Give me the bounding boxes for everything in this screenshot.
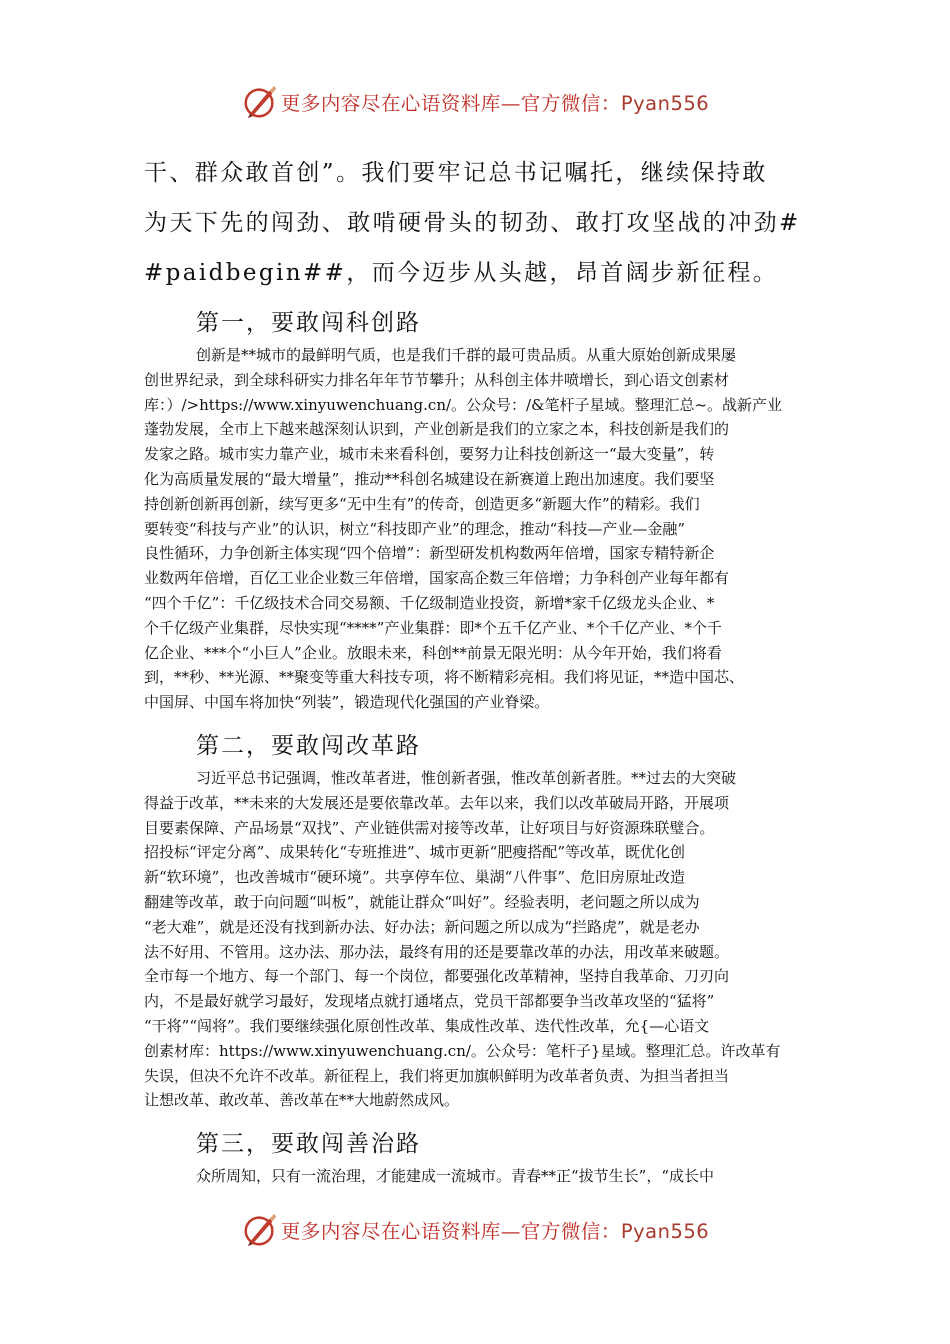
body-line: 良性循环，力争创新主体实现“四个倍增”：新型研发机构数两年倍增，国家专精特新企 bbox=[144, 544, 715, 563]
intro-line: 干、群众敢首创”。我们要牢记总书记嘱托，继续保持敢 bbox=[144, 160, 768, 186]
body-line: 法不好用、不管用。这办法、那办法，最终有用的还是要靠改革的办法，用改革来破题。 bbox=[144, 942, 730, 961]
wechat-id: Pyan556 bbox=[620, 92, 710, 115]
body-line: 新“软环境”，也改善城市“硬环境”。共享停车位、巢湖“八件事”、危旧房原址改造 bbox=[144, 868, 686, 887]
banner-text: 更多内容尽在心语资料库—官方微信：Pyan556 bbox=[280, 92, 710, 115]
body-line: 到，**秒、**光源、**聚变等重大科技专项，将不断精彩亮相。我们将见证，**造中国芯、 bbox=[144, 668, 745, 687]
wechat-id: Pyan556 bbox=[620, 1220, 710, 1243]
pen-logo-icon bbox=[241, 83, 279, 121]
body-line: 让想改革、敢改革、善改革在**大地蔚然成风。 bbox=[144, 1091, 460, 1110]
section-heading-2: 第二，要敢闯改革路 bbox=[196, 733, 421, 759]
section-body-3 bbox=[144, 1164, 816, 1189]
banner-text: 更多内容尽在心语资料库—官方微信：Pyan556 bbox=[280, 1220, 710, 1243]
header-banner bbox=[0, 80, 950, 124]
body-line: “老大难”，就是还没有找到新办法、好办法；新问题之所以成为“拦路虎”，就是老办 bbox=[144, 917, 700, 936]
body-line: 众所周知，只有一流治理，才能建成一流城市。青春**正“拔节生长”，“成长中 bbox=[196, 1167, 715, 1185]
body-line: 蓬勃发展，全市上下越来越深刻认识到，产业创新是我们的立家之本，科技创新是我们的 bbox=[144, 420, 730, 439]
section-body-2 bbox=[144, 766, 816, 1113]
footer-banner bbox=[0, 1208, 950, 1252]
section-body-1 bbox=[144, 343, 816, 715]
body-line: 创新是**城市的最鲜明气质，也是我们千群的最可贵品质。从重大原始创新成果屡 bbox=[196, 346, 737, 364]
body-line: 化为高质量发展的“最大增量”，推动**科创名城建设在新赛道上跑出加速度。我们要坚 bbox=[144, 469, 715, 488]
body-line: 翻建等改革，敢于向问题“叫板”，就能让群众“叫好”。经验表明，老问题之所以成为 bbox=[144, 892, 700, 911]
body-line: 失误，但决不允许不改革。新征程上，我们将更加旗帜鲜明为改革者负责、为担当者担当 bbox=[144, 1066, 730, 1085]
body-line: 全市每一个地方、每一个部门、每一个岗位，都要强化改革精神，坚持自我革命、刀刃向 bbox=[144, 967, 730, 986]
body-line: “干将”“闯将”。我们要继续强化原创性改革、集成性改革、迭代性改革，允{—心语文 bbox=[144, 1016, 710, 1035]
body-line: 库：）/>https://www.xinyuwenchuang.cn/。公众号：/&笔杆子星域。整理汇总~。战新产业 bbox=[144, 395, 783, 414]
body-line: 习近平总书记强调，惟改革者进，惟创新者强，惟改革创新者胜。**过去的大突破 bbox=[196, 769, 737, 787]
body-line: 个千亿级产业集群，尽快实现“****”产业集群：即*个五千亿产业、*个千亿产业、*个千 bbox=[144, 618, 722, 637]
body-line: 创世界纪录，到全球科研实力排名年年节节攀升；从科创主体井喷增长，到心语文创素材 bbox=[144, 370, 730, 389]
section-heading-1: 第一，要敢闯科创路 bbox=[196, 310, 421, 336]
body-line: 目要素保障、产品场景“双找”、产业链供需对接等改革，让好项目与好资源珠联璧合。 bbox=[144, 818, 715, 837]
body-line: 发家之路。城市实力靠产业，城市未来看科创，要努力让科技创新这一“最大变量”，转 bbox=[144, 445, 715, 464]
body-line: 持创新创新再创新，续写更多“无中生有”的传奇，创造更多“新题大作”的精彩。我们 bbox=[144, 494, 700, 513]
intro-line: 为天下先的闯劲、敢啃硬骨头的韧劲、敢打攻坚战的冲劲# bbox=[144, 210, 801, 236]
body-line: 得益于改革，**未来的大发展还是要依靠改革。去年以来，我们以改革破局开路，开展项 bbox=[144, 793, 730, 812]
intro-line: #paidbegin##，而今迈步从头越，昂首阔步新征程。 bbox=[144, 260, 779, 286]
body-line: 中国屏、中国车将加快“列装”，锻造现代化强国的产业脊梁。 bbox=[144, 693, 550, 712]
intro-paragraph bbox=[144, 148, 824, 298]
body-line: 亿企业、***个“小巨人”企业。放眼未来，科创**前景无限光明：从今年开始，我们将看 bbox=[144, 643, 722, 662]
body-line: 招投标“评定分离”、成果转化“专班推进”、城市更新“肥瘦搭配”等改革，既优化创 bbox=[144, 843, 686, 862]
pen-logo-icon bbox=[241, 1211, 279, 1249]
body-line: “四个千亿”：千亿级技术合同交易额、千亿级制造业投资，新增*家千亿级龙头企业、* bbox=[144, 593, 715, 612]
body-line: 内，不是最好就学习最好，发现堵点就打通堵点，党员干部都要争当改革攻坚的“猛将” bbox=[144, 992, 715, 1011]
body-line: 要转变“科技与产业”的认识，树立“科技即产业”的理念，推动“科技—产业—金融” bbox=[144, 519, 686, 538]
section-heading-3: 第三，要敢闯善治路 bbox=[196, 1131, 421, 1157]
body-line: 业数两年倍增，百亿工业企业数三年倍增，国家高企数三年倍增；力争科创产业每年都有 bbox=[144, 569, 730, 588]
body-line: 创素材库：https://www.xinyuwenchuang.cn/。公众号：笔杆子}星域。整理汇总。许改革有 bbox=[144, 1041, 781, 1060]
